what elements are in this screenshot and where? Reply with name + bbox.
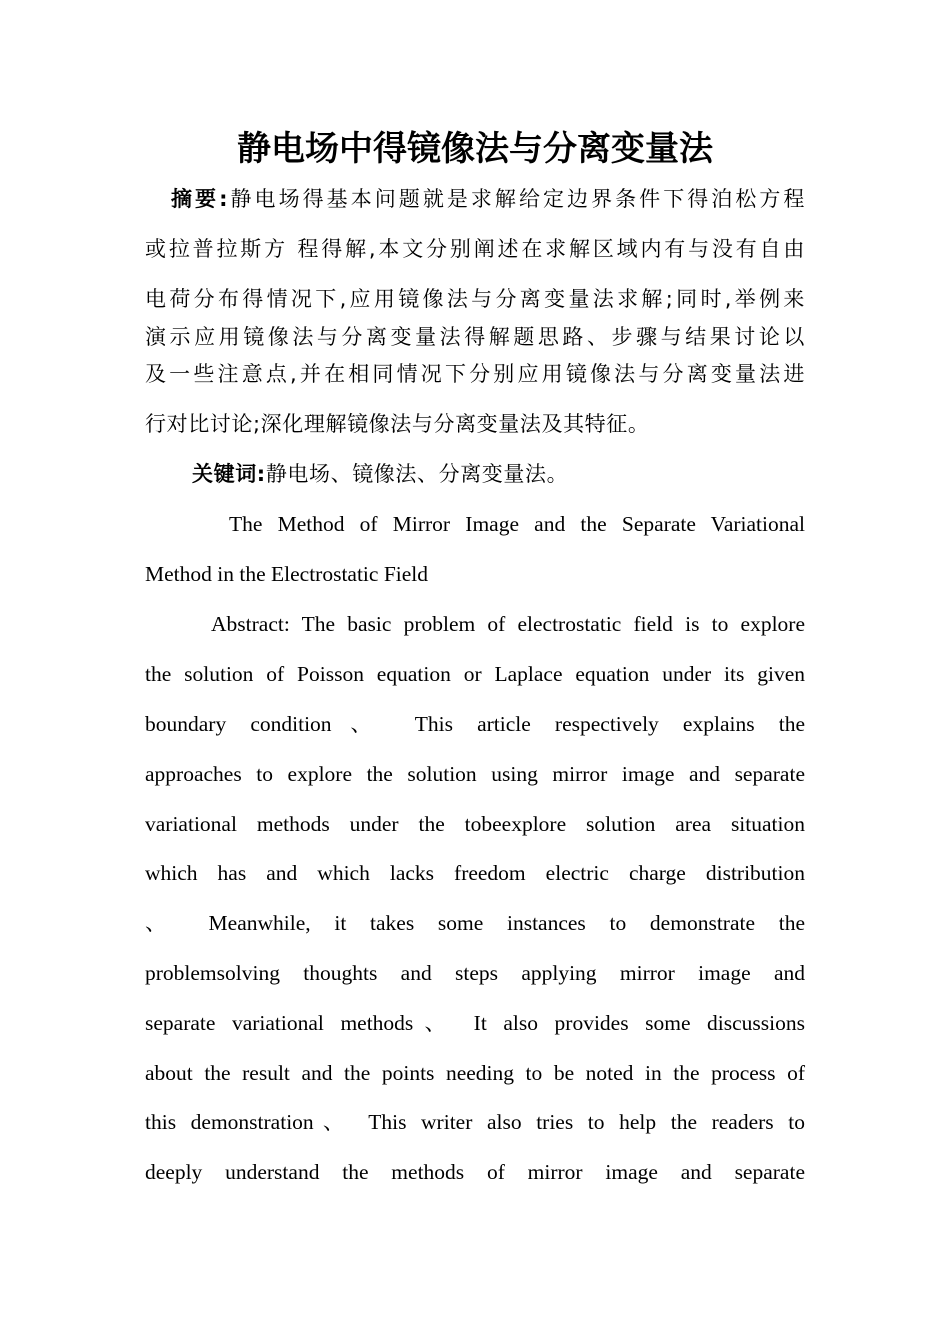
english-title-line-1: The Method of Mirror Image and the Separate Variational bbox=[229, 512, 805, 536]
abstract-cn-line-3: 电荷分布得情况下,应用镜像法与分离变量法求解;同时,举例来 bbox=[145, 287, 805, 311]
abstract-cn-line-6: 行对比讨论;深化理解镜像法与分离变量法及其特征。 bbox=[145, 412, 650, 436]
abstract-en-line-7: 、 Meanwhile, it takes some instances to demonstrate the bbox=[145, 911, 805, 935]
abstract-en-line-1: Abstract: The basic problem of electrostatic field is to explore bbox=[211, 612, 805, 636]
abstract-en-line-6: which has and which lacks freedom electric charge distribution bbox=[145, 861, 805, 885]
document-title: 静电场中得镜像法与分离变量法 bbox=[237, 129, 713, 169]
abstract-en-line-12: deeply understand the methods of mirror image and separate bbox=[145, 1160, 805, 1184]
abstract-en-line-8: problemsolving thoughts and steps applying mirror image and bbox=[145, 961, 805, 985]
abstract-cn-label: 摘要: bbox=[171, 187, 229, 211]
abstract-en-line-9: separate variational methods、 It also provides some discussions bbox=[145, 1011, 805, 1035]
abstract-cn-line-5: 及一些注意点,并在相同情况下分别应用镜像法与分离变量法进 bbox=[145, 362, 805, 386]
abstract-en-line-11: this demonstration、 This writer also tries to help the readers to bbox=[145, 1110, 805, 1134]
abstract-en-line-2: the solution of Poisson equation or Laplace equation under its given bbox=[145, 662, 805, 686]
keywords-cn-text: 静电场、镜像法、分离变量法。 bbox=[265, 462, 569, 486]
abstract-cn-text: 静电场得基本问题就是求解给定边界条件下得泊松方程 bbox=[228, 187, 805, 211]
english-title-line-2: Method in the Electrostatic Field bbox=[145, 562, 429, 586]
abstract-en-line-4: approaches to explore the solution using mirror image and separate bbox=[145, 762, 805, 786]
keywords-cn-label: 关键词: bbox=[192, 462, 266, 486]
abstract-en-line-3: boundary condition、 This article respectively explains the bbox=[145, 712, 805, 736]
abstract-cn-line-4: 演示应用镜像法与分离变量法得解题思路、步骤与结果讨论以 bbox=[145, 325, 805, 349]
abstract-cn-line-2: 或拉普拉斯方 程得解,本文分别阐述在求解区域内有与没有自由 bbox=[145, 237, 805, 261]
keywords-cn bbox=[192, 459, 805, 489]
abstract-en-line-10: about the result and the points needing to be noted in the process of bbox=[145, 1061, 805, 1085]
abstract-en-line-5: variational methods under the tobeexplore solution area situation bbox=[145, 812, 805, 836]
abstract-cn-line-1 bbox=[171, 184, 805, 214]
